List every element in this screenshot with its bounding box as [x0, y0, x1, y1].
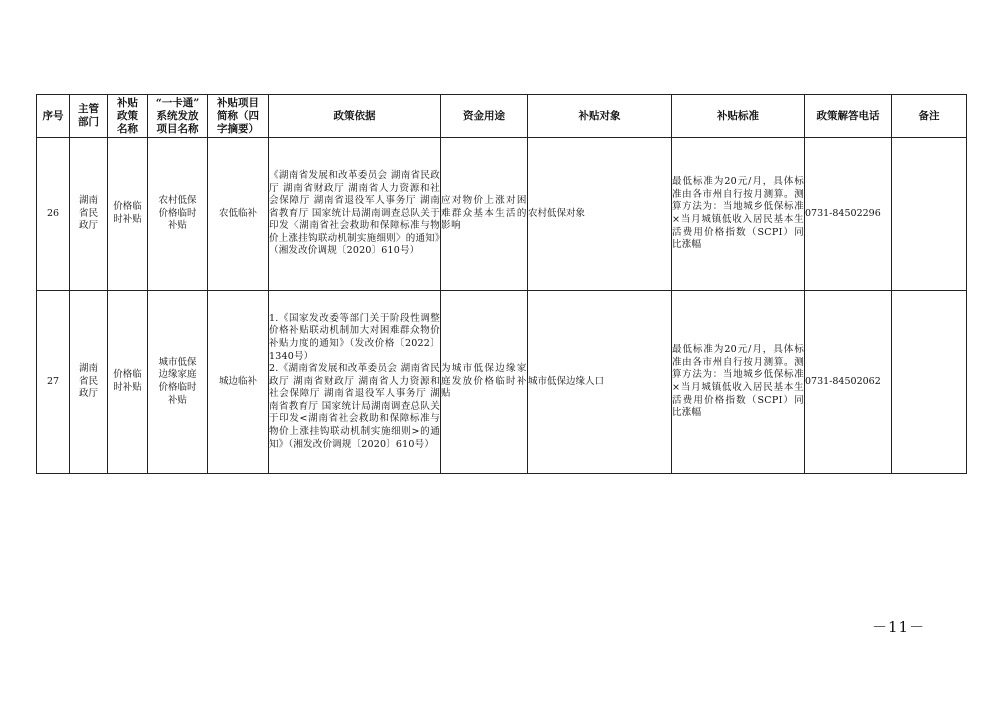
subsidy-policy-table — [36, 94, 967, 474]
cell-card-item: 农村低保 价格临时 补贴 — [148, 138, 208, 291]
cell-use: 应对物价上涨对困难群众基本生活的影响 — [441, 138, 528, 291]
cell-policy-name: 价格临 时补贴 — [108, 291, 148, 474]
table-row — [37, 291, 967, 474]
header-basis: 政策依据 — [269, 95, 441, 138]
header-phone: 政策解答电话 — [805, 95, 892, 138]
header-policy-name: 补贴 政策 名称 — [108, 95, 148, 138]
cell-note — [892, 291, 967, 474]
cell-seq: 27 — [37, 291, 70, 474]
cell-abbr: 农低临补 — [208, 138, 269, 291]
cell-use: 为城市低保边缘家庭发放价格临时补贴 — [441, 291, 528, 474]
table-row — [37, 138, 967, 291]
cell-phone: 0731-84502062 — [805, 291, 892, 474]
cell-phone: 0731-84502296 — [805, 138, 892, 291]
header-note: 备注 — [892, 95, 967, 138]
cell-basis: 《湖南省发展和改革委员会 湖南省民政厅 湖南省财政厅 湖南省人力资源和社会保障厅 湖南省退役军人事务厅 湖南省教育厅 国家统计局湖南调查总队关于印发〈湖南省社会救助和保障标准与物价上涨挂钩联动机制实施细则〉的通知》（湘发改价调规〔2020〕610号） — [269, 138, 441, 291]
cell-target: 农村低保对象 — [528, 138, 672, 291]
cell-dept: 湖南 省民 政厅 — [70, 291, 108, 474]
cell-abbr: 城边临补 — [208, 291, 269, 474]
header-seq: 序号 — [37, 95, 70, 138]
cell-standard: 最低标准为20元/月，具体标准由各市州自行按月测算。测算方法为：当地城乡低保标准×当月城镇低收入居民基本生活费用价格指数（SCPI）同比涨幅 — [672, 291, 805, 474]
header-standard: 补贴标准 — [672, 95, 805, 138]
cell-dept: 湖南 省民 政厅 — [70, 138, 108, 291]
cell-seq: 26 — [37, 138, 70, 291]
header-dept: 主管 部门 — [70, 95, 108, 138]
page-number: －11－ — [872, 618, 926, 636]
header-target: 补贴对象 — [528, 95, 672, 138]
cell-basis: 1.《国家发改委等部门关于阶段性调整价格补贴联动机制加大对困难群众物价补贴力度的通知》（发改价格〔2022〕1340号） 2.《湖南省发展和改革委员会 湖南省民政厅 湖南省财政厅 湖南省人力资源和社会保障厅 湖南省退役军人事务厅 湖南省教育厅 国家统计局湖南调查总队关于印发<湖南省社会救助和保障标准与物价上涨挂钩联动机制实施细则>的通知》（湘发改价调规〔2020〕610号） — [269, 291, 441, 474]
header-card-item: “一卡通” 系统发放 项目名称 — [148, 95, 208, 138]
table-header-row — [37, 95, 967, 138]
header-use: 资金用途 — [441, 95, 528, 138]
cell-note — [892, 138, 967, 291]
cell-standard: 最低标准为20元/月，具体标准由各市州自行按月测算。测算方法为：当地城乡低保标准×当月城镇低收入居民基本生活费用价格指数（SCPI）同比涨幅 — [672, 138, 805, 291]
cell-card-item: 城市低保 边缘家庭 价格临时 补贴 — [148, 291, 208, 474]
cell-target: 城市低保边缘人口 — [528, 291, 672, 474]
cell-policy-name: 价格临 时补贴 — [108, 138, 148, 291]
header-abbr: 补贴项目 简称（四 字摘要） — [208, 95, 269, 138]
